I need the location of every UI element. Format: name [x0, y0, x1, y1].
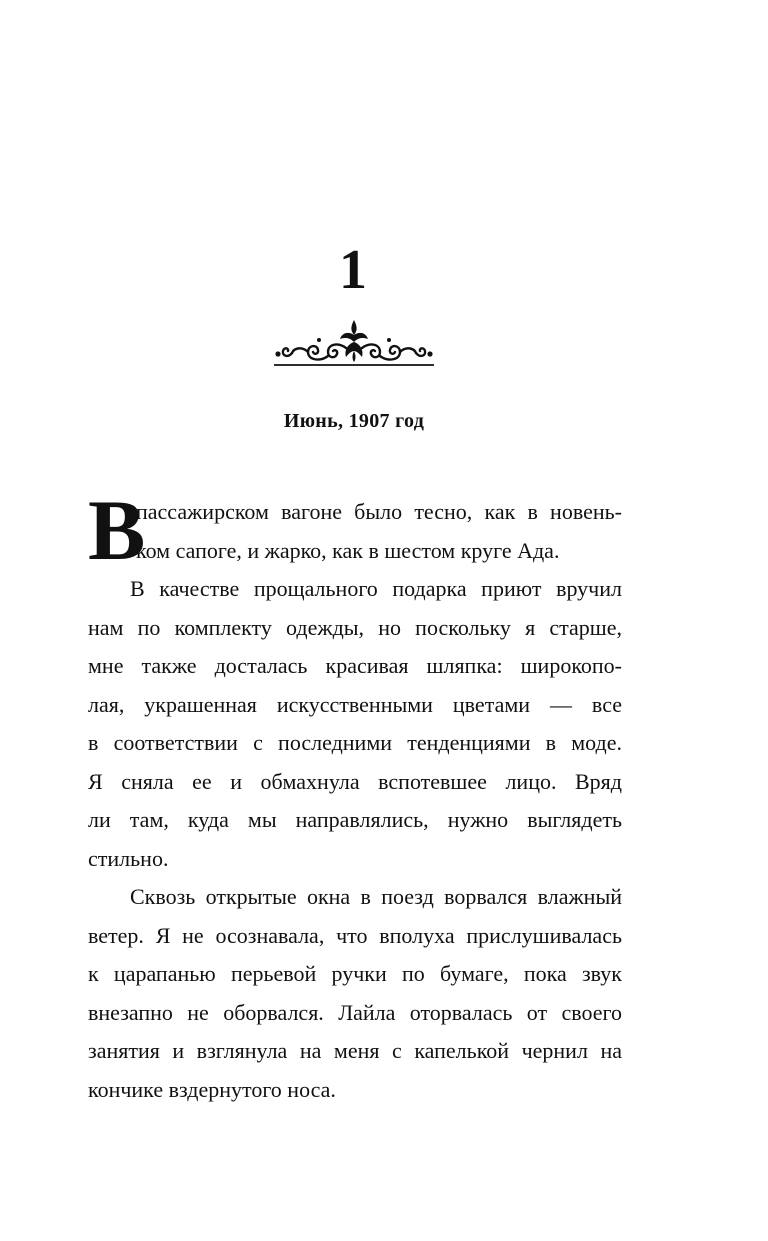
- text-line: ли там, куда мы направлялись, нужно выглядеть: [88, 807, 622, 832]
- paragraph-opening: [88, 482, 622, 578]
- text-line: кончике вздернутого носа.: [88, 1076, 336, 1102]
- text-line: к царапанью перьевой ручки по бумаге, пока звук: [88, 961, 622, 986]
- drop-cap: В: [88, 482, 146, 578]
- text-line: Сквозь открытые окна в поезд ворвался влажный: [130, 884, 622, 909]
- text-line: стильно.: [88, 845, 169, 871]
- chapter-number: 1: [339, 239, 367, 301]
- paragraph: [88, 878, 622, 1109]
- text-line: лая, украшенная искусственными цветами — все: [88, 691, 622, 717]
- fleuron-ornament-icon: [272, 318, 436, 370]
- text-line: В качестве прощального подарка приют вручил: [130, 576, 622, 601]
- text-line: в соответствии с последними тенденциями в моде.: [88, 730, 622, 755]
- text-line: Я сняла ее и обмахнула вспотевшее лицо. Вряд: [88, 768, 622, 794]
- text-line: пассажирском вагоне было тесно, как в новень-: [136, 499, 622, 524]
- paragraph: [88, 570, 622, 878]
- chapter-text: [88, 482, 622, 1109]
- text-line: ком сапоге, и жарко, как в шестом круге Ада.: [136, 537, 560, 563]
- text-line: занятия и взглянула на меня с капелькой чернил на: [88, 1038, 622, 1063]
- text-line: внезапно не оборвался. Лайла оторвалась от своего: [88, 999, 622, 1025]
- text-line: нам по комплекту одежды, но поскольку я старше,: [88, 614, 622, 640]
- chapter-date: Июнь, 1907 год: [283, 410, 425, 432]
- text-line: ветер. Я не осознавала, что вполуха прислушивалась: [88, 922, 622, 948]
- text-line: мне также досталась красивая шляпка: широкопо-: [88, 653, 622, 678]
